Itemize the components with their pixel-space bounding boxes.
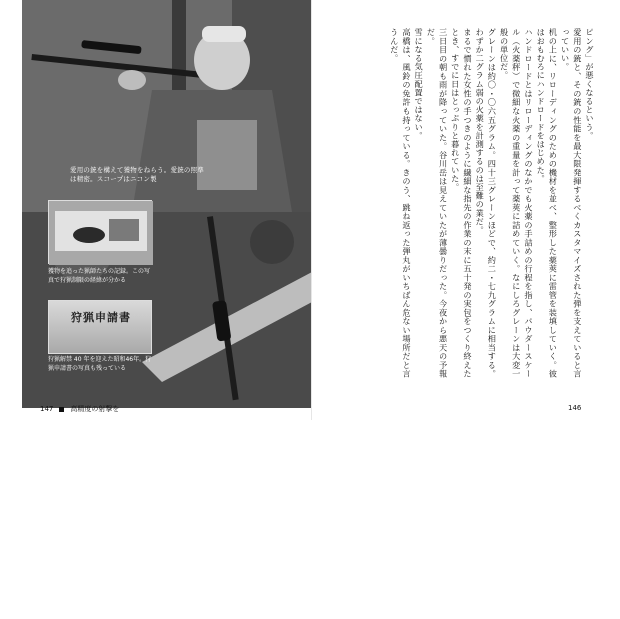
inset-photo-license-sign bbox=[48, 300, 152, 354]
inset-illustration bbox=[49, 201, 153, 265]
paragraph: 雪になる気圧配置ではない。 bbox=[414, 28, 425, 140]
page-number-right: 146 bbox=[568, 404, 582, 412]
paragraph: ピング」が悪くなるという。 bbox=[585, 28, 595, 140]
inset-caption: 獲物を追った猟師たちの記録。この写真で狩猟制限の経緯が分かる bbox=[48, 268, 151, 284]
paragraph: 三日目の朝も雨が降っていた。谷川岳は見えていたが薄曇りだった。今夜から悪天の予報だ。 bbox=[426, 28, 449, 378]
inset-caption: 狩猟解禁 40 年を迎えた昭和46年。狩猟申請書の写真も残っている bbox=[48, 356, 152, 372]
paragraph: 愛用の銃と、その銃の性能を最大限発揮するべくカスタマイズされた弾を支えていると言っていい。 bbox=[560, 28, 583, 378]
paragraph: 机の上に、リローディングのための機材を並べ、整形した薬莢に雷管を装填していく。彼はおもむろにハンドロードをはじめた。 bbox=[536, 28, 559, 378]
page-folio-left bbox=[40, 404, 119, 414]
paragraph: グレーンは約〇・〇六五グラム。四十三グレーンほどで、約二・七九グラムに相当する。わずか二グラム弱の火薬を計測するのは至難の業だ。 bbox=[475, 28, 498, 378]
running-head: 高精度の射撃を bbox=[70, 405, 120, 413]
folio-marker bbox=[59, 407, 64, 412]
license-sign-text: 狩猟申請書 bbox=[71, 311, 131, 324]
page-number: 147 bbox=[40, 405, 54, 413]
photo-caption: 愛用の銃を構えて獲物をねらう。愛銃の照準は精密。スコープはニコン製 bbox=[70, 166, 204, 183]
paragraph: まるで慣れた女性の手つきのように繊細な指先の作業の末に五十発の実包をつくり終えたとき、すでに日はとっぷりと暮れていた。 bbox=[450, 28, 473, 378]
inset-photo-hunter-dog bbox=[48, 200, 152, 264]
photo-caption: 愛用のアメリカ製ライフル。M77ライフルに施されたカスタマイズ bbox=[190, 592, 264, 618]
body-text bbox=[336, 28, 596, 378]
paragraph: ハンドロードとはリローディングのなかでも火薬の手詰めの行程を指し、パウダースケール（火薬秤）で微細な火薬の重量を計って薬莢に詰めていく。なにしろグレーンは大変一般の単位だ。 bbox=[499, 28, 534, 378]
hunter-aiming-photo bbox=[22, 0, 312, 212]
paragraph: 高橋は、風鈴の免許も持っている。きのう、跳ね返った弾丸がいちばん危ない場所だと言うんだ。 bbox=[389, 28, 412, 378]
right-page bbox=[312, 0, 620, 420]
